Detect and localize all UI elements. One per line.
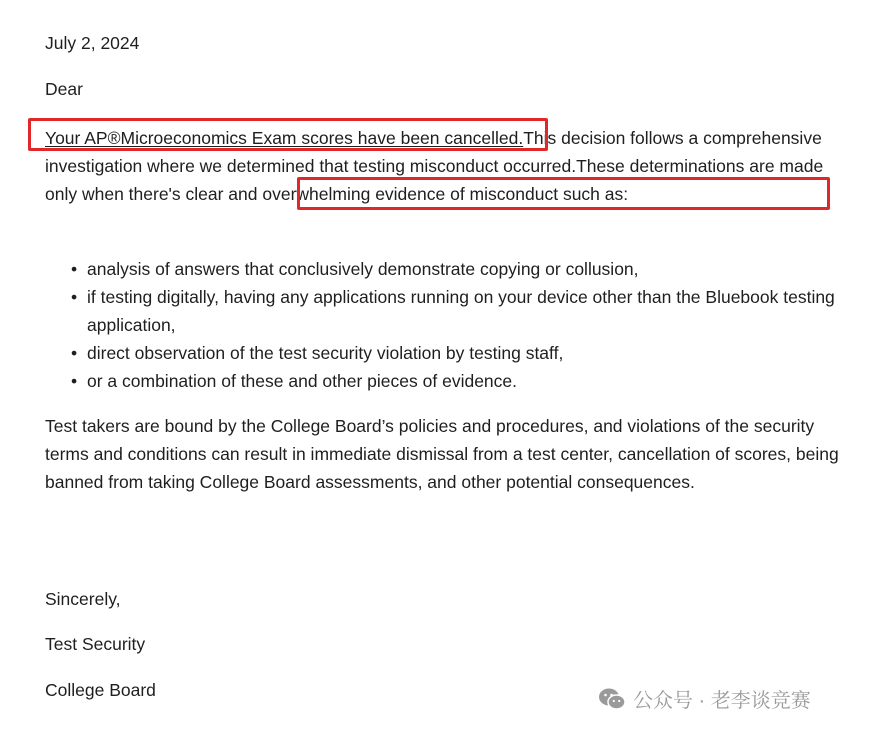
signature-dept: Test Security <box>45 634 146 654</box>
list-item <box>45 255 865 283</box>
list-item <box>45 367 865 395</box>
bullet-icon: • <box>71 287 78 307</box>
closing: Sincerely, <box>45 589 121 609</box>
decision-text: This decision follows a comprehensive investigation where we determined that testing misconduct occurred.These determinations are made only <box>45 128 824 204</box>
bullet-icon: • <box>71 371 78 391</box>
highlight-box-evidence <box>297 177 830 210</box>
wechat-icon <box>597 686 627 712</box>
list-item-text: direct observation of the test security violation by testing staff, <box>87 343 564 363</box>
list-item <box>45 339 865 367</box>
list-item <box>45 283 865 339</box>
list-item-text: if testing digitally, having any applications running on your device other than the Bluebook testing application, <box>87 287 835 335</box>
letter-date: July 2, 2024 <box>45 33 140 53</box>
evidence-statement: when there's clear and overwhelming evidence of misconduct <box>81 184 559 204</box>
letter-salutation: Dear <box>45 79 83 99</box>
list-item-text: or a combination of these and other pieces of evidence. <box>87 371 517 391</box>
paragraph-policies: Test takers are bound by the College Board’s policies and procedures, and violations of the security terms and conditions can result in immediate dismissal from a test center, cancellation of scores, being banned from taking College Board assessments, and other potential consequences. <box>45 416 839 492</box>
watermark <box>597 684 811 713</box>
signature-org: College Board <box>45 680 156 700</box>
evidence-list <box>45 255 865 395</box>
list-item-text: analysis of answers that conclusively demonstrate copying or collusion, <box>87 259 639 279</box>
cancellation-statement: Your AP®Microeconomics Exam scores have been cancelled. <box>45 128 524 148</box>
bullet-icon: • <box>71 259 78 279</box>
highlight-box-cancellation <box>28 118 548 151</box>
such-as-text: such as: <box>558 184 629 204</box>
bullet-icon: • <box>71 343 78 363</box>
watermark-text: 公众号 · 老李谈竞赛 <box>633 690 811 712</box>
